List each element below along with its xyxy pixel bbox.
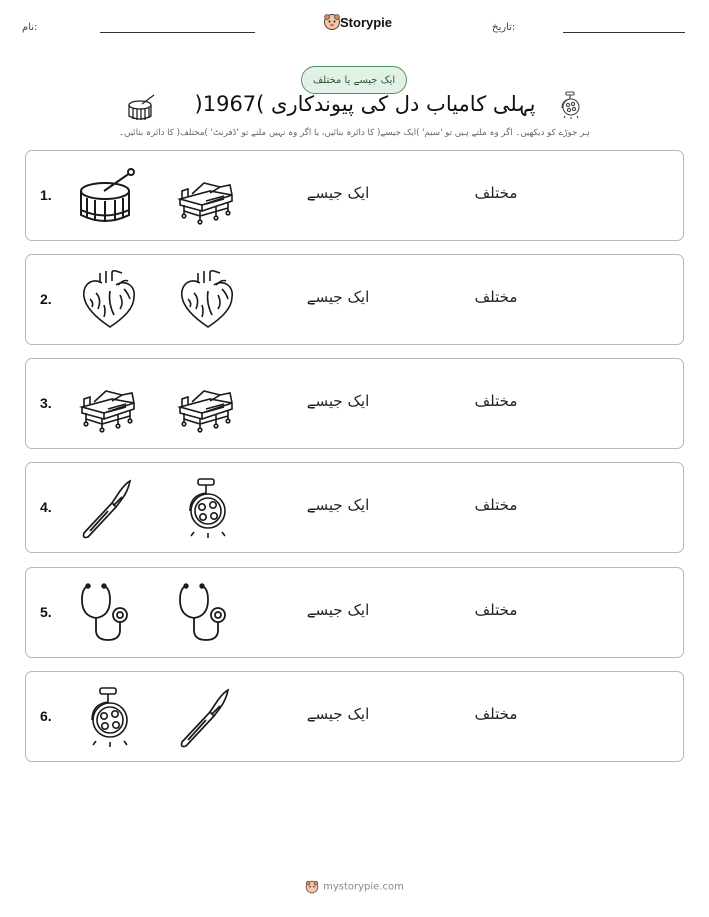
drum-icon xyxy=(78,165,140,227)
different-option[interactable]: مختلف xyxy=(474,184,518,202)
name-label: نام: xyxy=(22,22,38,33)
storypie-logo-icon xyxy=(305,880,319,894)
same-option[interactable]: ایک جیسے xyxy=(306,184,370,202)
surgical-lamp-icon xyxy=(176,477,238,539)
stethoscope-icon xyxy=(78,582,140,644)
name-line[interactable] xyxy=(100,32,255,33)
brand-name: Storypie xyxy=(340,15,393,30)
footer-url[interactable]: mystorypie.com xyxy=(323,881,404,893)
question-card xyxy=(25,567,684,658)
storypie-logo-icon xyxy=(323,13,341,31)
footer xyxy=(0,880,709,894)
different-option[interactable]: مختلف xyxy=(474,288,518,306)
scalpel-icon xyxy=(176,686,238,748)
topic-badge: ایک جیسے یا مختلف xyxy=(301,66,407,94)
surgical-lamp-icon xyxy=(78,686,140,748)
question-number: 1. xyxy=(40,187,52,203)
question-card xyxy=(25,462,684,553)
hospital-bed-icon xyxy=(78,373,140,435)
heart-icon xyxy=(78,269,140,331)
different-option[interactable]: مختلف xyxy=(474,601,518,619)
surgical-lamp-icon xyxy=(557,91,583,119)
question-card xyxy=(25,358,684,449)
question-number: 3. xyxy=(40,395,52,411)
different-option[interactable]: مختلف xyxy=(474,496,518,514)
question-card xyxy=(25,254,684,345)
same-option[interactable]: ایک جیسے xyxy=(306,392,370,410)
page-title: پہلی کامیاب دل کی پیوندکاری )1967( xyxy=(194,92,536,116)
question-number: 2. xyxy=(40,291,52,307)
question-card xyxy=(25,671,684,762)
same-option[interactable]: ایک جیسے xyxy=(306,601,370,619)
drum-icon xyxy=(127,92,157,122)
different-option[interactable]: مختلف xyxy=(474,705,518,723)
question-card xyxy=(25,150,684,241)
instructions: ہر جوڑے کو دیکھیں۔ اگر وہ ملتے ہیں تو 'سیم' )ایک جیسے( کا دائرہ بنائیں، یا اگر وہ نہیں ملتے تو 'ڈفرنٹ' )مختلف( کا دائرہ بنائیں۔ xyxy=(119,128,590,138)
question-number: 5. xyxy=(40,604,52,620)
date-line[interactable] xyxy=(563,32,685,33)
hospital-bed-icon xyxy=(176,165,238,227)
question-number: 4. xyxy=(40,499,52,515)
date-label: تاریخ: xyxy=(492,22,516,33)
stethoscope-icon xyxy=(176,582,238,644)
scalpel-icon xyxy=(78,477,140,539)
question-number: 6. xyxy=(40,708,52,724)
heart-icon xyxy=(176,269,238,331)
hospital-bed-icon xyxy=(176,373,238,435)
same-option[interactable]: ایک جیسے xyxy=(306,288,370,306)
same-option[interactable]: ایک جیسے xyxy=(306,705,370,723)
different-option[interactable]: مختلف xyxy=(474,392,518,410)
same-option[interactable]: ایک جیسے xyxy=(306,496,370,514)
